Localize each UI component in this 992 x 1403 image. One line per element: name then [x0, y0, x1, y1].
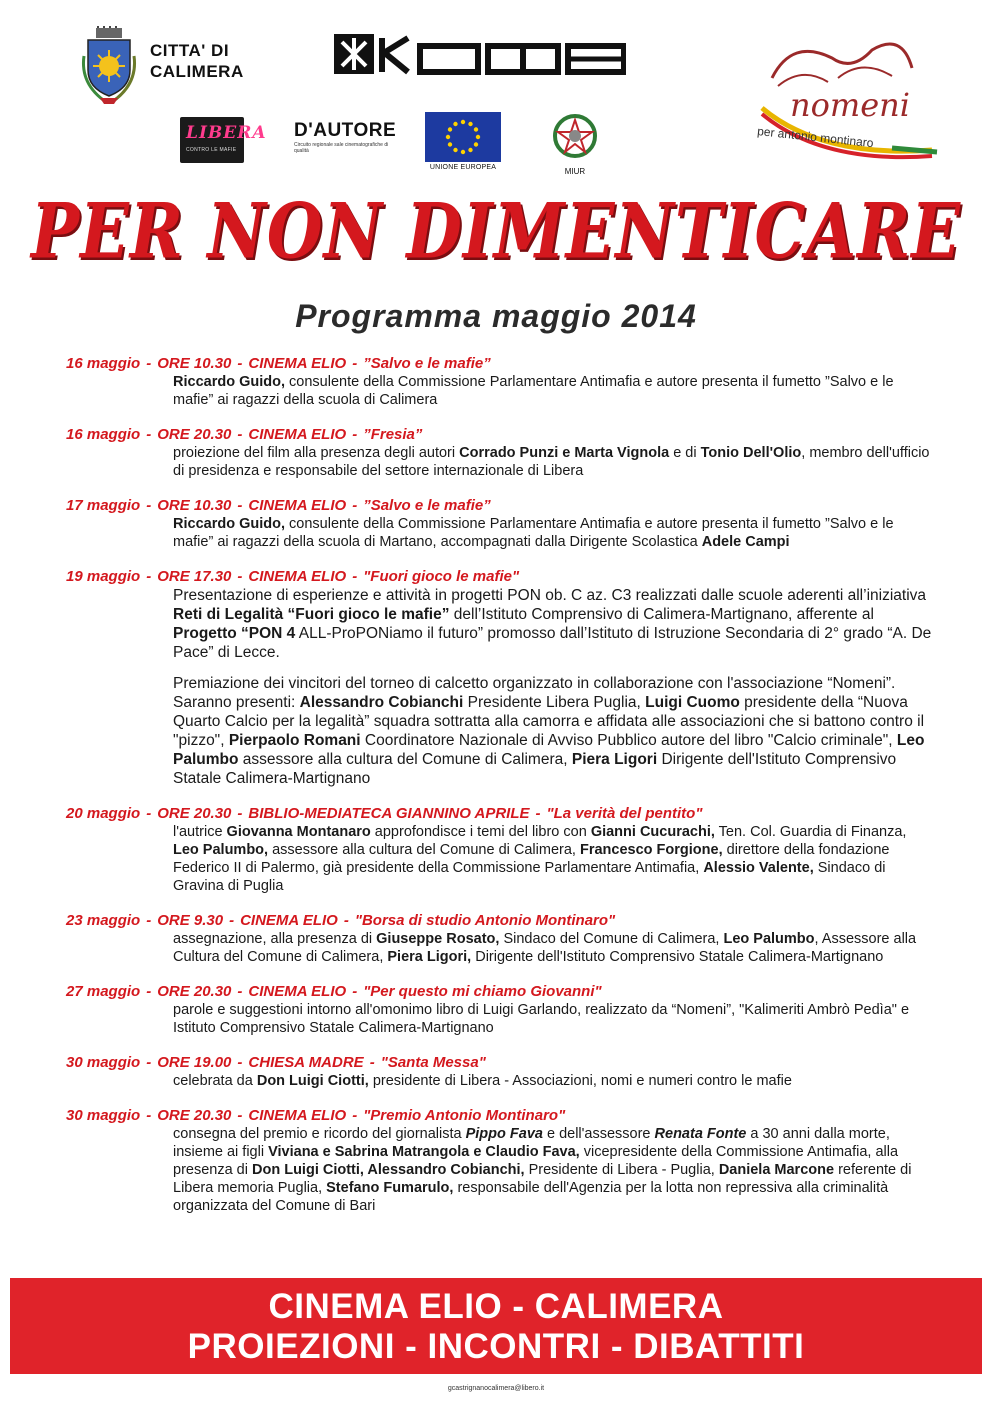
nomeni-logo-text: nomeni	[790, 86, 910, 124]
event-date: 30 maggio	[66, 1054, 141, 1071]
text-run: direttore della fondazione Federico II di Palermo, già presidente della Commissione Parlamentare Antimafia,	[173, 842, 890, 876]
name-highlight: Pierpaolo Romani	[228, 732, 361, 749]
banner-line1: CINEMA ELIO - CALIMERA	[268, 1287, 724, 1326]
event-item	[66, 1054, 936, 1090]
text-run: proiezione del film alla presenza degli autori	[173, 445, 460, 461]
name-highlight: Daniela Marcone	[718, 1162, 835, 1178]
text-run: presidente di Libera - Associazioni, nomi e numeri contro le mafie	[368, 1073, 792, 1089]
name-highlight: Stefano Fumarulo,	[326, 1180, 454, 1196]
event-time: ORE 9.30	[157, 912, 224, 929]
event-header: 30 maggio - ORE 19.00 - CHIESA MADRE - "Santa Messa"	[66, 1054, 486, 1071]
event-title: "La verità del pentito"	[546, 805, 703, 822]
event-place: CINEMA ELIO	[248, 1107, 347, 1124]
name-highlight: Piera Ligori,	[387, 949, 472, 965]
city-name-line1: CITTA' DI	[150, 41, 230, 60]
dautore-logo	[294, 120, 397, 154]
name-highlight: Alessio Valente,	[703, 860, 814, 876]
event-time: ORE 20.30	[157, 983, 232, 1000]
text-run: Presidente di Libera - Puglia,	[524, 1162, 719, 1178]
text-run: Presidente Libera Puglia,	[463, 694, 646, 711]
event-paragraph	[173, 444, 936, 480]
event-paragraph	[173, 930, 936, 966]
event-date: 20 maggio	[66, 805, 141, 822]
event-item	[66, 497, 936, 551]
text-run: a 30 anni dalla morte, insieme ai figli	[173, 1126, 890, 1160]
event-header: 17 maggio - ORE 10.30 - CINEMA ELIO - ”Salvo e le mafie”	[66, 497, 491, 514]
event-place: CHIESA MADRE	[248, 1054, 364, 1071]
text-run: parole e suggestioni intorno all'omonimo libro di Luigi Garlando, realizzato da “Nomeni”, "Kalimeriti Ambrò Pedìa" e Istituto Comprensivo Statale Calimera-Martignano	[173, 1002, 910, 1036]
libera-logo	[180, 117, 267, 163]
event-description	[173, 373, 936, 409]
event-paragraph	[173, 586, 936, 662]
footer-banner	[10, 1278, 982, 1374]
event-place: CINEMA ELIO	[248, 355, 347, 372]
event-place: CINEMA ELIO	[240, 912, 338, 929]
page-title: PER NON DIMENTICARE	[30, 188, 962, 277]
event-header: 19 maggio - ORE 17.30 - CINEMA ELIO - "Fuori gioco le mafie"	[66, 568, 520, 585]
event-title: "Premio Antonio Montinaro"	[363, 1107, 566, 1124]
text-run: celebrata da	[173, 1073, 257, 1089]
event-item	[66, 912, 936, 966]
text-run: Coordinatore Nazionale di Avviso Pubblico autore del libro "Calcio criminale",	[360, 732, 897, 749]
text-run: Sindaco di Gravina di Puglia	[173, 860, 886, 894]
event-title: "Per questo mi chiamo Giovanni"	[363, 983, 602, 1000]
eu-caption: UNIONE EUROPEA	[429, 164, 497, 171]
name-highlight: Pippo Fava	[465, 1126, 543, 1142]
name-highlight: Giovanna Montanaro	[226, 824, 371, 840]
text-run: e di	[669, 445, 701, 461]
eu-flag-icon	[425, 112, 501, 162]
event-time: ORE 20.30	[157, 805, 232, 822]
name-highlight: Tonio Dell'Olio	[700, 445, 802, 461]
event-item	[66, 805, 936, 895]
event-header: 23 maggio - ORE 9.30 - CINEMA ELIO - "Borsa di studio Antonio Montinaro"	[66, 912, 616, 929]
event-title: "Fuori gioco le mafie"	[363, 568, 520, 585]
event-place: CINEMA ELIO	[248, 497, 347, 514]
event-title: ”Fresia”	[363, 426, 423, 443]
text-run: consulente della Commissione Parlamentare Antimafia e autore presenta il fumetto ”Salvo e le mafie” ai ragazzi della scuola di Martano, accompagnati dalla Dirigente Scolastica	[173, 516, 894, 550]
text-run: approfondisce i temi del libro con	[370, 824, 591, 840]
event-description	[173, 1001, 936, 1037]
event-time: ORE 17.30	[157, 568, 232, 585]
miur-caption: MIUR	[564, 167, 586, 176]
text-run: consulente della Commissione Parlamentare Antimafia e autore presenta il fumetto ”Salvo e le mafie” ai ragazzi della scuola di Calimera	[173, 374, 894, 408]
text-run: presidente della “Nuova Quarto Calcio per la legalità” squadra sottratta alla camorra e affidata alle associazioni che si battono contro il "pizzo",	[173, 694, 925, 749]
event-title: "Borsa di studio Antonio Montinaro"	[354, 912, 616, 929]
event-header: 27 maggio - ORE 20.30 - CINEMA ELIO - "Per questo mi chiamo Giovanni"	[66, 983, 602, 1000]
event-item	[66, 426, 936, 480]
text-run: responsabile dell'Agenzia per la lotta non repressiva alla criminalità organizzata del Comune di Bari	[173, 1180, 889, 1214]
event-date: 16 maggio	[66, 355, 141, 372]
event-date: 30 maggio	[66, 1107, 141, 1124]
event-title: ”Salvo e le mafie”	[363, 355, 491, 372]
libera-logo-subtext: CONTRO LE MAFIE	[186, 147, 237, 153]
event-description	[173, 444, 936, 480]
event-description	[173, 930, 936, 966]
text-run: consegna del premio e ricordo del giornalista	[173, 1126, 466, 1142]
event-item	[66, 355, 936, 409]
text-run: assessore alla cultura del Comune di Calimera,	[238, 751, 572, 768]
eu-logo	[425, 112, 501, 171]
name-highlight: Gianni Cucurachi,	[590, 824, 715, 840]
event-header: 20 maggio - ORE 20.30 - BIBLIO-MEDIATECA GIANNINO APRILE - "La verità del pentito"	[66, 805, 703, 822]
name-highlight: Corrado Punzi e Marta Vignola	[459, 445, 670, 461]
name-highlight: Adele Campi	[701, 534, 790, 550]
kama-logo-icon	[334, 32, 626, 76]
event-date: 16 maggio	[66, 426, 141, 443]
text-run: Presentazione di esperienze e attività in progetti PON ob. C az. C3 realizzati dalle scuole aderenti all’iniziativa	[173, 587, 927, 604]
event-paragraph	[173, 1125, 936, 1215]
event-paragraph	[173, 373, 936, 409]
text-run: referente di Libera memoria Puglia,	[173, 1162, 912, 1196]
event-title: "Santa Messa"	[380, 1054, 486, 1071]
name-highlight: Leo Palumbo	[723, 931, 815, 947]
text-run: vicepresidente della Commissione Antimafia, alla presenza di	[173, 1144, 899, 1178]
name-highlight: Reti di Legalità “Fuori gioco le mafie”	[173, 606, 450, 623]
event-description	[173, 515, 936, 551]
event-header: 16 maggio - ORE 20.30 - CINEMA ELIO - ”Fresia”	[66, 426, 423, 443]
nomeni-logo-subtext: per antonio montinaro	[756, 124, 875, 151]
program-subtitle: Programma maggio 2014	[295, 298, 697, 334]
event-header: 30 maggio - ORE 20.30 - CINEMA ELIO - "Premio Antonio Montinaro"	[66, 1107, 566, 1124]
name-highlight: Riccardo Guido,	[173, 516, 285, 532]
event-paragraph	[173, 1001, 936, 1037]
text-run: Sindaco del Comune di Calimera,	[499, 931, 724, 947]
event-description	[173, 1125, 936, 1215]
coat-of-arms-icon	[78, 26, 140, 106]
name-highlight: Luigi Cuomo	[645, 694, 740, 711]
event-place: CINEMA ELIO	[248, 426, 347, 443]
dautore-title: D'AUTORE	[294, 120, 397, 141]
name-highlight: Leo Palumbo	[173, 732, 925, 768]
text-run: assegnazione, alla presenza di	[173, 931, 377, 947]
event-description	[173, 823, 936, 895]
city-name-line2: CALIMERA	[150, 62, 244, 81]
event-time: ORE 10.30	[157, 355, 232, 372]
event-description	[173, 586, 936, 788]
event-time: ORE 19.00	[157, 1054, 232, 1071]
text-run: dell’Istituto Comprensivo di Calimera-Martignano, afferente al	[449, 606, 874, 623]
event-date: 23 maggio	[66, 912, 141, 929]
event-item	[66, 1107, 936, 1215]
event-time: ORE 20.30	[157, 1107, 232, 1124]
name-highlight: Francesco Forgione,	[579, 842, 723, 858]
event-description	[173, 1072, 936, 1090]
event-paragraph	[173, 1072, 936, 1090]
banner-line2: PROIEZIONI - INCONTRI - DIBATTITI	[187, 1327, 805, 1366]
kama-logo	[334, 32, 626, 76]
event-item	[66, 568, 936, 788]
name-highlight: Don Luigi Ciotti,	[256, 1073, 369, 1089]
event-paragraph	[173, 515, 936, 551]
name-highlight: Giuseppe Rosato,	[376, 931, 500, 947]
event-place: CINEMA ELIO	[248, 983, 347, 1000]
event-date: 19 maggio	[66, 568, 141, 585]
event-title: ”Salvo e le mafie”	[363, 497, 491, 514]
text-run: Dirigente dell'Istituto Comprensivo Statale Calimera-Martignano	[173, 751, 897, 787]
calimera-coat-of-arms	[78, 26, 140, 106]
name-highlight: Viviana e Sabrina Matrangola e Claudio Fava,	[268, 1144, 580, 1160]
name-highlight: Renata Fonte	[654, 1126, 747, 1142]
dautore-subtitle: Circuito regionale sale cinematografiche di qualità	[294, 142, 389, 154]
event-place: BIBLIO-MEDIATECA GIANNINO APRILE	[248, 805, 530, 822]
libera-logo-text: LIBERA	[186, 123, 267, 143]
text-run: , membro dell'ufficio di presidenza e responsabile del settore internazionale di Libera	[173, 445, 930, 479]
event-item	[66, 983, 936, 1037]
italian-emblem-icon	[549, 112, 601, 160]
text-run: ALL-ProPONiamo il futuro” promosso dall’Istituto di Istruzione Secondaria di 2° grado “A. De Pace” di Lecce.	[173, 625, 932, 661]
text-run: Dirigente dell'Istituto Comprensivo Statale Calimera-Martignano	[471, 949, 884, 965]
event-date: 17 maggio	[66, 497, 141, 514]
event-date: 27 maggio	[66, 983, 141, 1000]
text-run: Premiazione dei vincitori del torneo di calcetto organizzato in collaborazione con l'associazione “Nomeni”. Saranno presenti:	[173, 675, 896, 711]
text-run: Ten. Col. Guardia di Finanza,	[714, 824, 907, 840]
nomeni-logo	[742, 38, 942, 168]
event-header: 16 maggio - ORE 10.30 - CINEMA ELIO - ”Salvo e le mafie”	[66, 355, 491, 372]
event-time: ORE 10.30	[157, 497, 232, 514]
name-highlight: Leo Palumbo,	[173, 842, 269, 858]
contact-email: gcastrignanocalimera@libero.it	[447, 1385, 545, 1392]
event-time: ORE 20.30	[157, 426, 232, 443]
event-paragraph	[173, 674, 936, 788]
miur-logo	[549, 112, 601, 176]
text-run: assessore alla cultura del Comune di Calimera,	[268, 842, 580, 858]
name-highlight: Riccardo Guido,	[173, 374, 285, 390]
text-run: e dell'assessore	[542, 1126, 655, 1142]
name-highlight: Progetto “PON 4	[173, 625, 296, 642]
name-highlight: Alessandro Cobianchi	[299, 694, 464, 711]
city-name	[150, 40, 244, 82]
event-list	[66, 355, 936, 1232]
text-run: , Assessore alla Cultura del Comune di Calimera,	[173, 931, 917, 965]
name-highlight: Don Luigi Ciotti, Alessandro Cobianchi,	[252, 1162, 525, 1178]
text-run: l'autrice	[173, 824, 227, 840]
event-paragraph	[173, 823, 936, 895]
event-place: CINEMA ELIO	[248, 568, 347, 585]
name-highlight: Piera Ligori	[571, 751, 658, 768]
